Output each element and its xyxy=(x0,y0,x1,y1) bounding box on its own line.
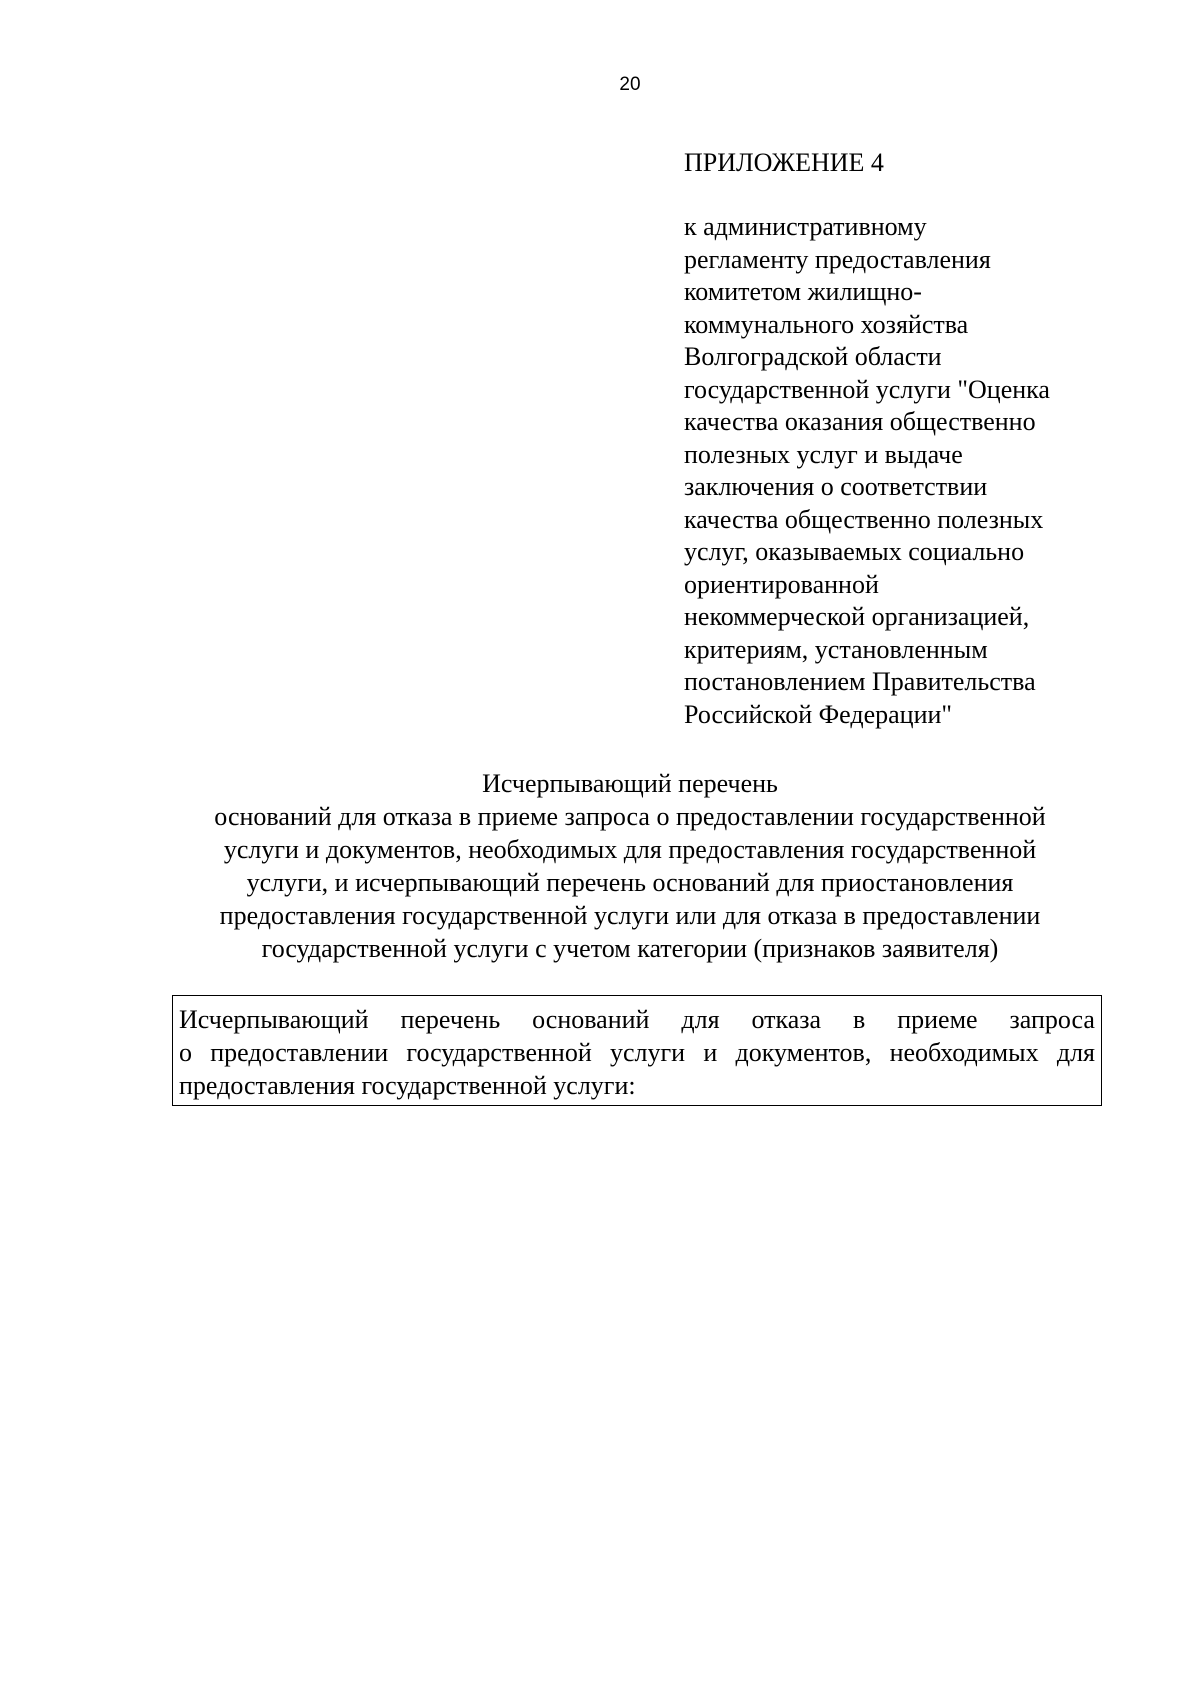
annex-line: заключения о соответствии xyxy=(684,472,988,501)
box-word: Исчерпывающий xyxy=(179,1005,369,1034)
box-word: отказа xyxy=(751,1005,822,1034)
document-title-line: оснований для отказа в приеме запроса о предоставлении государственной xyxy=(214,802,1046,831)
annex-line: к административному xyxy=(684,212,927,241)
annex-line: некоммерческой организацией, xyxy=(684,602,1030,631)
document-title-line: государственной услуги с учетом категории (признаков заявителя) xyxy=(261,934,999,963)
box-word: приеме xyxy=(897,1005,978,1034)
annex-line: ориентированной xyxy=(684,569,879,599)
refusal-grounds-box xyxy=(172,995,1102,1106)
annex-line: полезных услуг и выдаче xyxy=(684,439,963,469)
document-title-line: услуги и документов, необходимых для предоставления государственной xyxy=(223,835,1037,864)
annex-line: коммунального хозяйства xyxy=(684,309,969,339)
box-word: в xyxy=(853,1005,866,1034)
box-line-2: о предоставлении государственной услуги и документов, необходимых для xyxy=(179,1038,1095,1067)
annex-line: качества оказания общественно xyxy=(684,407,1036,436)
annex-line: регламенту предоставления xyxy=(684,244,991,274)
annex-line: критериям, установленным xyxy=(684,634,988,664)
annex-line: Волгоградской области xyxy=(684,342,942,371)
box-word: запроса xyxy=(1009,1005,1095,1034)
annex-line: качества общественно полезных xyxy=(684,504,1044,534)
box-word: перечень xyxy=(400,1005,501,1034)
box-word: оснований xyxy=(532,1005,650,1034)
annex-line: государственной услуги "Оценка xyxy=(684,374,1050,404)
document-title xyxy=(170,767,1090,965)
box-word: для xyxy=(681,1005,720,1034)
document-title-line: предоставления государственной услуги или для отказа в предоставлении xyxy=(219,901,1041,930)
annex-line: постановлением Правительства xyxy=(684,667,1036,696)
annex-title: ПРИЛОЖЕНИЕ 4 xyxy=(684,148,884,177)
box-line-3: предоставления государственной услуги: xyxy=(179,1071,636,1100)
annex-block xyxy=(684,148,1114,731)
box-line-1 xyxy=(179,1003,1095,1036)
annex-line: Российской Федерации" xyxy=(684,699,953,729)
page-number: 20 xyxy=(619,74,641,95)
annex-line: комитетом жилищно- xyxy=(684,277,922,306)
document-title-line: Исчерпывающий перечень xyxy=(482,769,778,798)
document-title-line: услуги, и исчерпывающий перечень оснований для приостановления xyxy=(246,868,1014,897)
annex-line: услуг, оказываемых социально xyxy=(684,537,1025,566)
